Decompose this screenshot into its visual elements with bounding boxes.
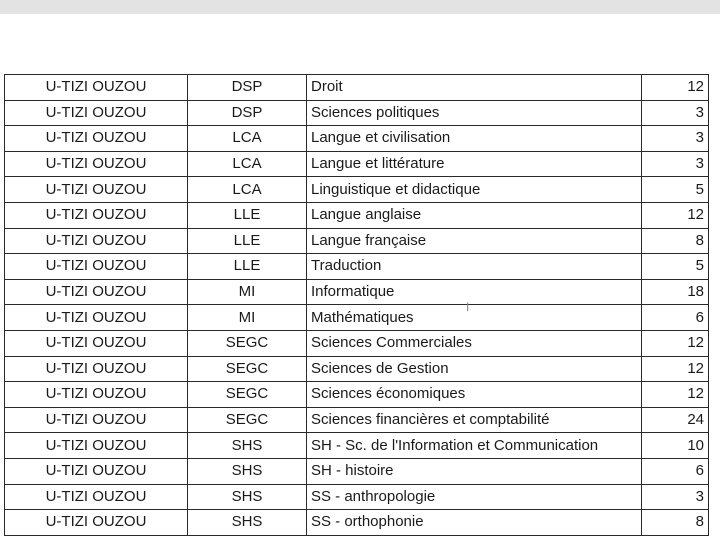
- domain-code-cell: LLE: [188, 254, 307, 280]
- university-cell: U-TIZI OUZOU: [5, 100, 188, 126]
- specialty-cell: Traduction: [307, 254, 642, 280]
- count-cell: 5: [642, 177, 709, 203]
- table-row: [5, 100, 709, 126]
- count-cell: 10: [642, 433, 709, 459]
- domain-code-cell: MI: [188, 279, 307, 305]
- count-cell: 3: [642, 484, 709, 510]
- domain-code-cell: LLE: [188, 228, 307, 254]
- text-cursor-icon: I: [466, 300, 470, 314]
- table-row: [5, 330, 709, 356]
- university-cell: U-TIZI OUZOU: [5, 151, 188, 177]
- table-row: [5, 279, 709, 305]
- domain-code-cell: SHS: [188, 458, 307, 484]
- count-cell: 5: [642, 254, 709, 280]
- specialty-cell: SH - histoire: [307, 458, 642, 484]
- count-cell: 12: [642, 202, 709, 228]
- specialty-cell: Droit: [307, 75, 642, 101]
- university-cell: U-TIZI OUZOU: [5, 177, 188, 203]
- domain-code-cell: SEGC: [188, 382, 307, 408]
- university-cell: U-TIZI OUZOU: [5, 126, 188, 152]
- table-row: [5, 228, 709, 254]
- specialty-cell: Langue et littérature: [307, 151, 642, 177]
- table-row: [5, 202, 709, 228]
- domain-code-cell: MI: [188, 305, 307, 331]
- count-cell: 3: [642, 151, 709, 177]
- count-cell: 6: [642, 305, 709, 331]
- university-cell: U-TIZI OUZOU: [5, 433, 188, 459]
- specialty-cell: Langue anglaise: [307, 202, 642, 228]
- count-cell: 8: [642, 510, 709, 536]
- university-cell: U-TIZI OUZOU: [5, 510, 188, 536]
- table-row: [5, 305, 709, 331]
- university-cell: U-TIZI OUZOU: [5, 202, 188, 228]
- domain-code-cell: SEGC: [188, 356, 307, 382]
- domain-code-cell: SEGC: [188, 407, 307, 433]
- specialty-cell: Langue française: [307, 228, 642, 254]
- count-cell: 8: [642, 228, 709, 254]
- viewer-top-bar: [0, 0, 720, 14]
- table-body: [5, 75, 709, 536]
- university-cell: U-TIZI OUZOU: [5, 458, 188, 484]
- count-cell: 12: [642, 356, 709, 382]
- specialty-cell: Linguistique et didactique: [307, 177, 642, 203]
- count-cell: 3: [642, 100, 709, 126]
- table-row: [5, 356, 709, 382]
- table-row: [5, 407, 709, 433]
- university-cell: U-TIZI OUZOU: [5, 330, 188, 356]
- count-cell: 18: [642, 279, 709, 305]
- university-cell: U-TIZI OUZOU: [5, 75, 188, 101]
- domain-code-cell: LCA: [188, 177, 307, 203]
- table-row: [5, 177, 709, 203]
- table-row: [5, 75, 709, 101]
- university-cell: U-TIZI OUZOU: [5, 228, 188, 254]
- specialty-cell: Langue et civilisation: [307, 126, 642, 152]
- domain-code-cell: SHS: [188, 433, 307, 459]
- table-row: [5, 254, 709, 280]
- specialty-cell: Informatique: [307, 279, 642, 305]
- specialty-cell: Sciences de Gestion: [307, 356, 642, 382]
- specialty-cell: Sciences financières et comptabilité: [307, 407, 642, 433]
- university-cell: U-TIZI OUZOU: [5, 279, 188, 305]
- university-cell: U-TIZI OUZOU: [5, 484, 188, 510]
- specialty-cell: Sciences politiques: [307, 100, 642, 126]
- university-cell: U-TIZI OUZOU: [5, 305, 188, 331]
- table-row: [5, 458, 709, 484]
- university-cell: U-TIZI OUZOU: [5, 356, 188, 382]
- count-cell: 6: [642, 458, 709, 484]
- domain-code-cell: LCA: [188, 126, 307, 152]
- table-row: [5, 510, 709, 536]
- count-cell: 12: [642, 330, 709, 356]
- university-cell: U-TIZI OUZOU: [5, 382, 188, 408]
- specialty-table: [4, 74, 709, 536]
- table-row: [5, 382, 709, 408]
- domain-code-cell: SHS: [188, 484, 307, 510]
- specialty-cell: Sciences Commerciales: [307, 330, 642, 356]
- domain-code-cell: LLE: [188, 202, 307, 228]
- domain-code-cell: SEGC: [188, 330, 307, 356]
- university-cell: U-TIZI OUZOU: [5, 254, 188, 280]
- domain-code-cell: SHS: [188, 510, 307, 536]
- university-cell: U-TIZI OUZOU: [5, 407, 188, 433]
- domain-code-cell: DSP: [188, 75, 307, 101]
- count-cell: 12: [642, 75, 709, 101]
- specialty-cell: Sciences économiques: [307, 382, 642, 408]
- table-row: [5, 484, 709, 510]
- specialty-cell: SH - Sc. de l'Information et Communication: [307, 433, 642, 459]
- domain-code-cell: DSP: [188, 100, 307, 126]
- specialty-cell: SS - anthropologie: [307, 484, 642, 510]
- count-cell: 24: [642, 407, 709, 433]
- domain-code-cell: LCA: [188, 151, 307, 177]
- table-row: [5, 126, 709, 152]
- specialty-cell: Mathématiques: [307, 305, 642, 331]
- specialty-cell: SS - orthophonie: [307, 510, 642, 536]
- count-cell: 12: [642, 382, 709, 408]
- count-cell: 3: [642, 126, 709, 152]
- table-row: [5, 151, 709, 177]
- table-row: [5, 433, 709, 459]
